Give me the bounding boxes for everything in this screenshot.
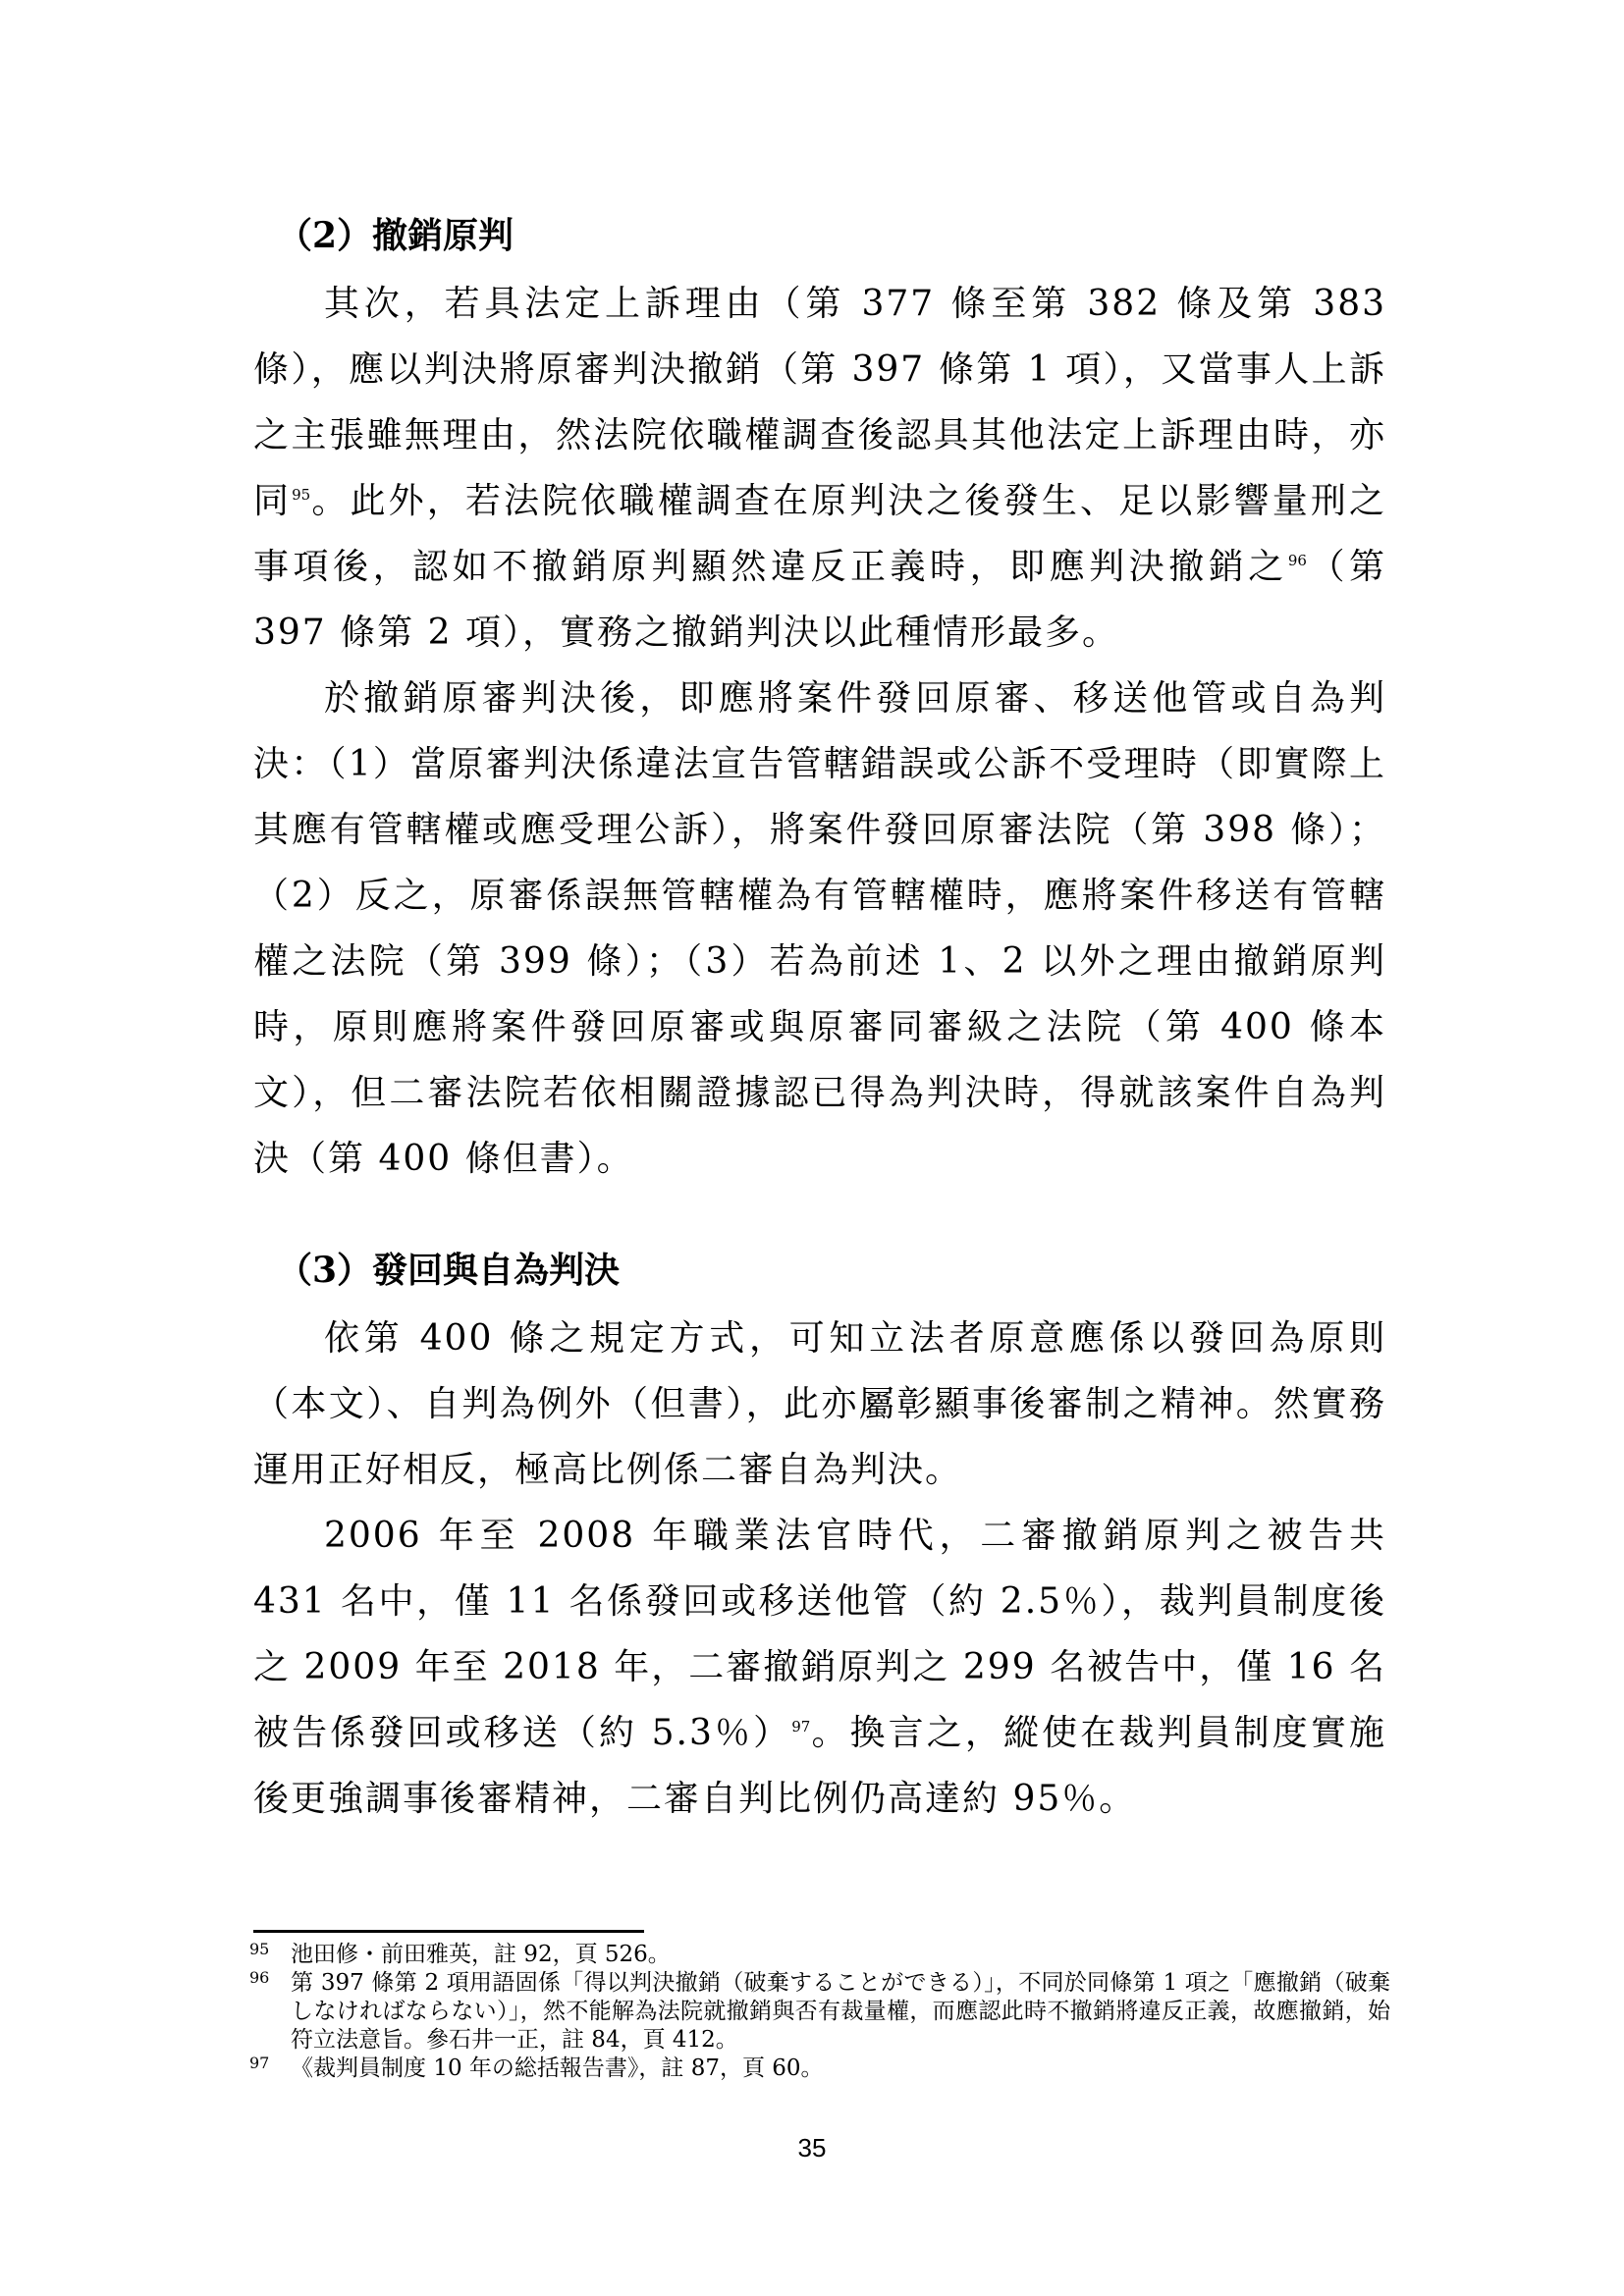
- paragraph: 2006 年至 2008 年職業法官時代，二審撤銷原判之被告共 431 名中，僅 11 名係發回或移送他管（約 2.5％），裁判員制度後之 2009 年至 2018 年，二審撤銷原判之 299 名被告中，僅 16 名被告係發回或移送（約 5.3％）$^{97}$。換言之，縱使在裁判員制度實施後更強調事後審精神，二審自判比例仍高達約 95％。: [253, 1516, 1386, 1819]
- footnote: [249, 1969, 1390, 2055]
- section-body-remand: [253, 1306, 1386, 1832]
- footnote-text: 池田修・前田雅英，註 92，頁 526。: [291, 1942, 671, 1967]
- section-heading-revoke: （2）撤銷原判: [277, 215, 514, 256]
- paragraph: 依第 400 條之規定方式，可知立法者原意應係以發回為原則（本文）、自判為例外（但書），此亦屬彰顯事後審制之精神。然實務運用正好相反，極高比例係二審自為判決。: [253, 1318, 1386, 1490]
- footnote-separator: [253, 1930, 644, 1933]
- footnote-number: 97: [249, 2054, 270, 2072]
- section-heading-remand: （3）發回與自為判決: [277, 1250, 621, 1291]
- footnote-number: 95: [249, 1940, 270, 1958]
- footnote-text: 《裁判員制度 10 年の総括報告書》，註 87，頁 60。: [291, 2056, 824, 2081]
- paragraph: 於撤銷原審判決後，即應將案件發回原審、移送他管或自為判決：（1）當原審判決係違法宣告管轄錯誤或公訴不受理時（即實際上其應有管轄權或應受理公訴），將案件發回原審法院（第 398 條）；（2）反之，原審係誤無管轄權為有管轄權時，應將案件移送有管轄權之法院（第 399 條）；（3）若為前述 1、2 以外之理由撤銷原判時，原則應將案件發回原審或與原審同審級之法院（第 400 條本文），但二審法院若依相關證據認已得為判決時，得就該案件自為判決（第 400 條但書）。: [253, 678, 1386, 1179]
- footnote-ref[interactable]: 97: [791, 1718, 811, 1735]
- footnotes: [249, 1941, 1390, 2083]
- footnote: [249, 1941, 1390, 1969]
- footnote: [249, 2055, 1390, 2083]
- footnote-ref[interactable]: 96: [1287, 552, 1307, 569]
- page-number: 35: [797, 2133, 827, 2163]
- footnote-number: 96: [249, 1968, 270, 1987]
- footnote-text: 第 397 條第 2 項用語固係「得以判決撤銷（破棄することができる）」，不同於同條第 1 項之「應撤銷（破棄しなければならない）」，然不能解為法院就撤銷與否有裁量權，而應認此時不撤銷將違反正義，故應撤銷，始符立法意旨。參石井一正，註 84，頁 412。: [291, 1970, 1390, 2053]
- section-body-revoke: [253, 271, 1386, 1192]
- paragraph: 其次，若具法定上訴理由（第 377 條至第 382 條及第 383 條），應以判決將原審判決撤銷（第 397 條第 1 項），又當事人上訴之主張雖無理由，然法院依職權調查後認具其他法定上訴理由時，亦同$^{95}$。此外，若法院依職權調查在原判決之後發生、足以影響量刑之事項後，認如不撤銷原判顯然違反正義時，即應判決撤銷之$^{96}$（第 397 條第 2 項），實務之撤銷判決以此種情形最多。: [253, 284, 1386, 653]
- footnote-ref[interactable]: 95: [292, 486, 311, 504]
